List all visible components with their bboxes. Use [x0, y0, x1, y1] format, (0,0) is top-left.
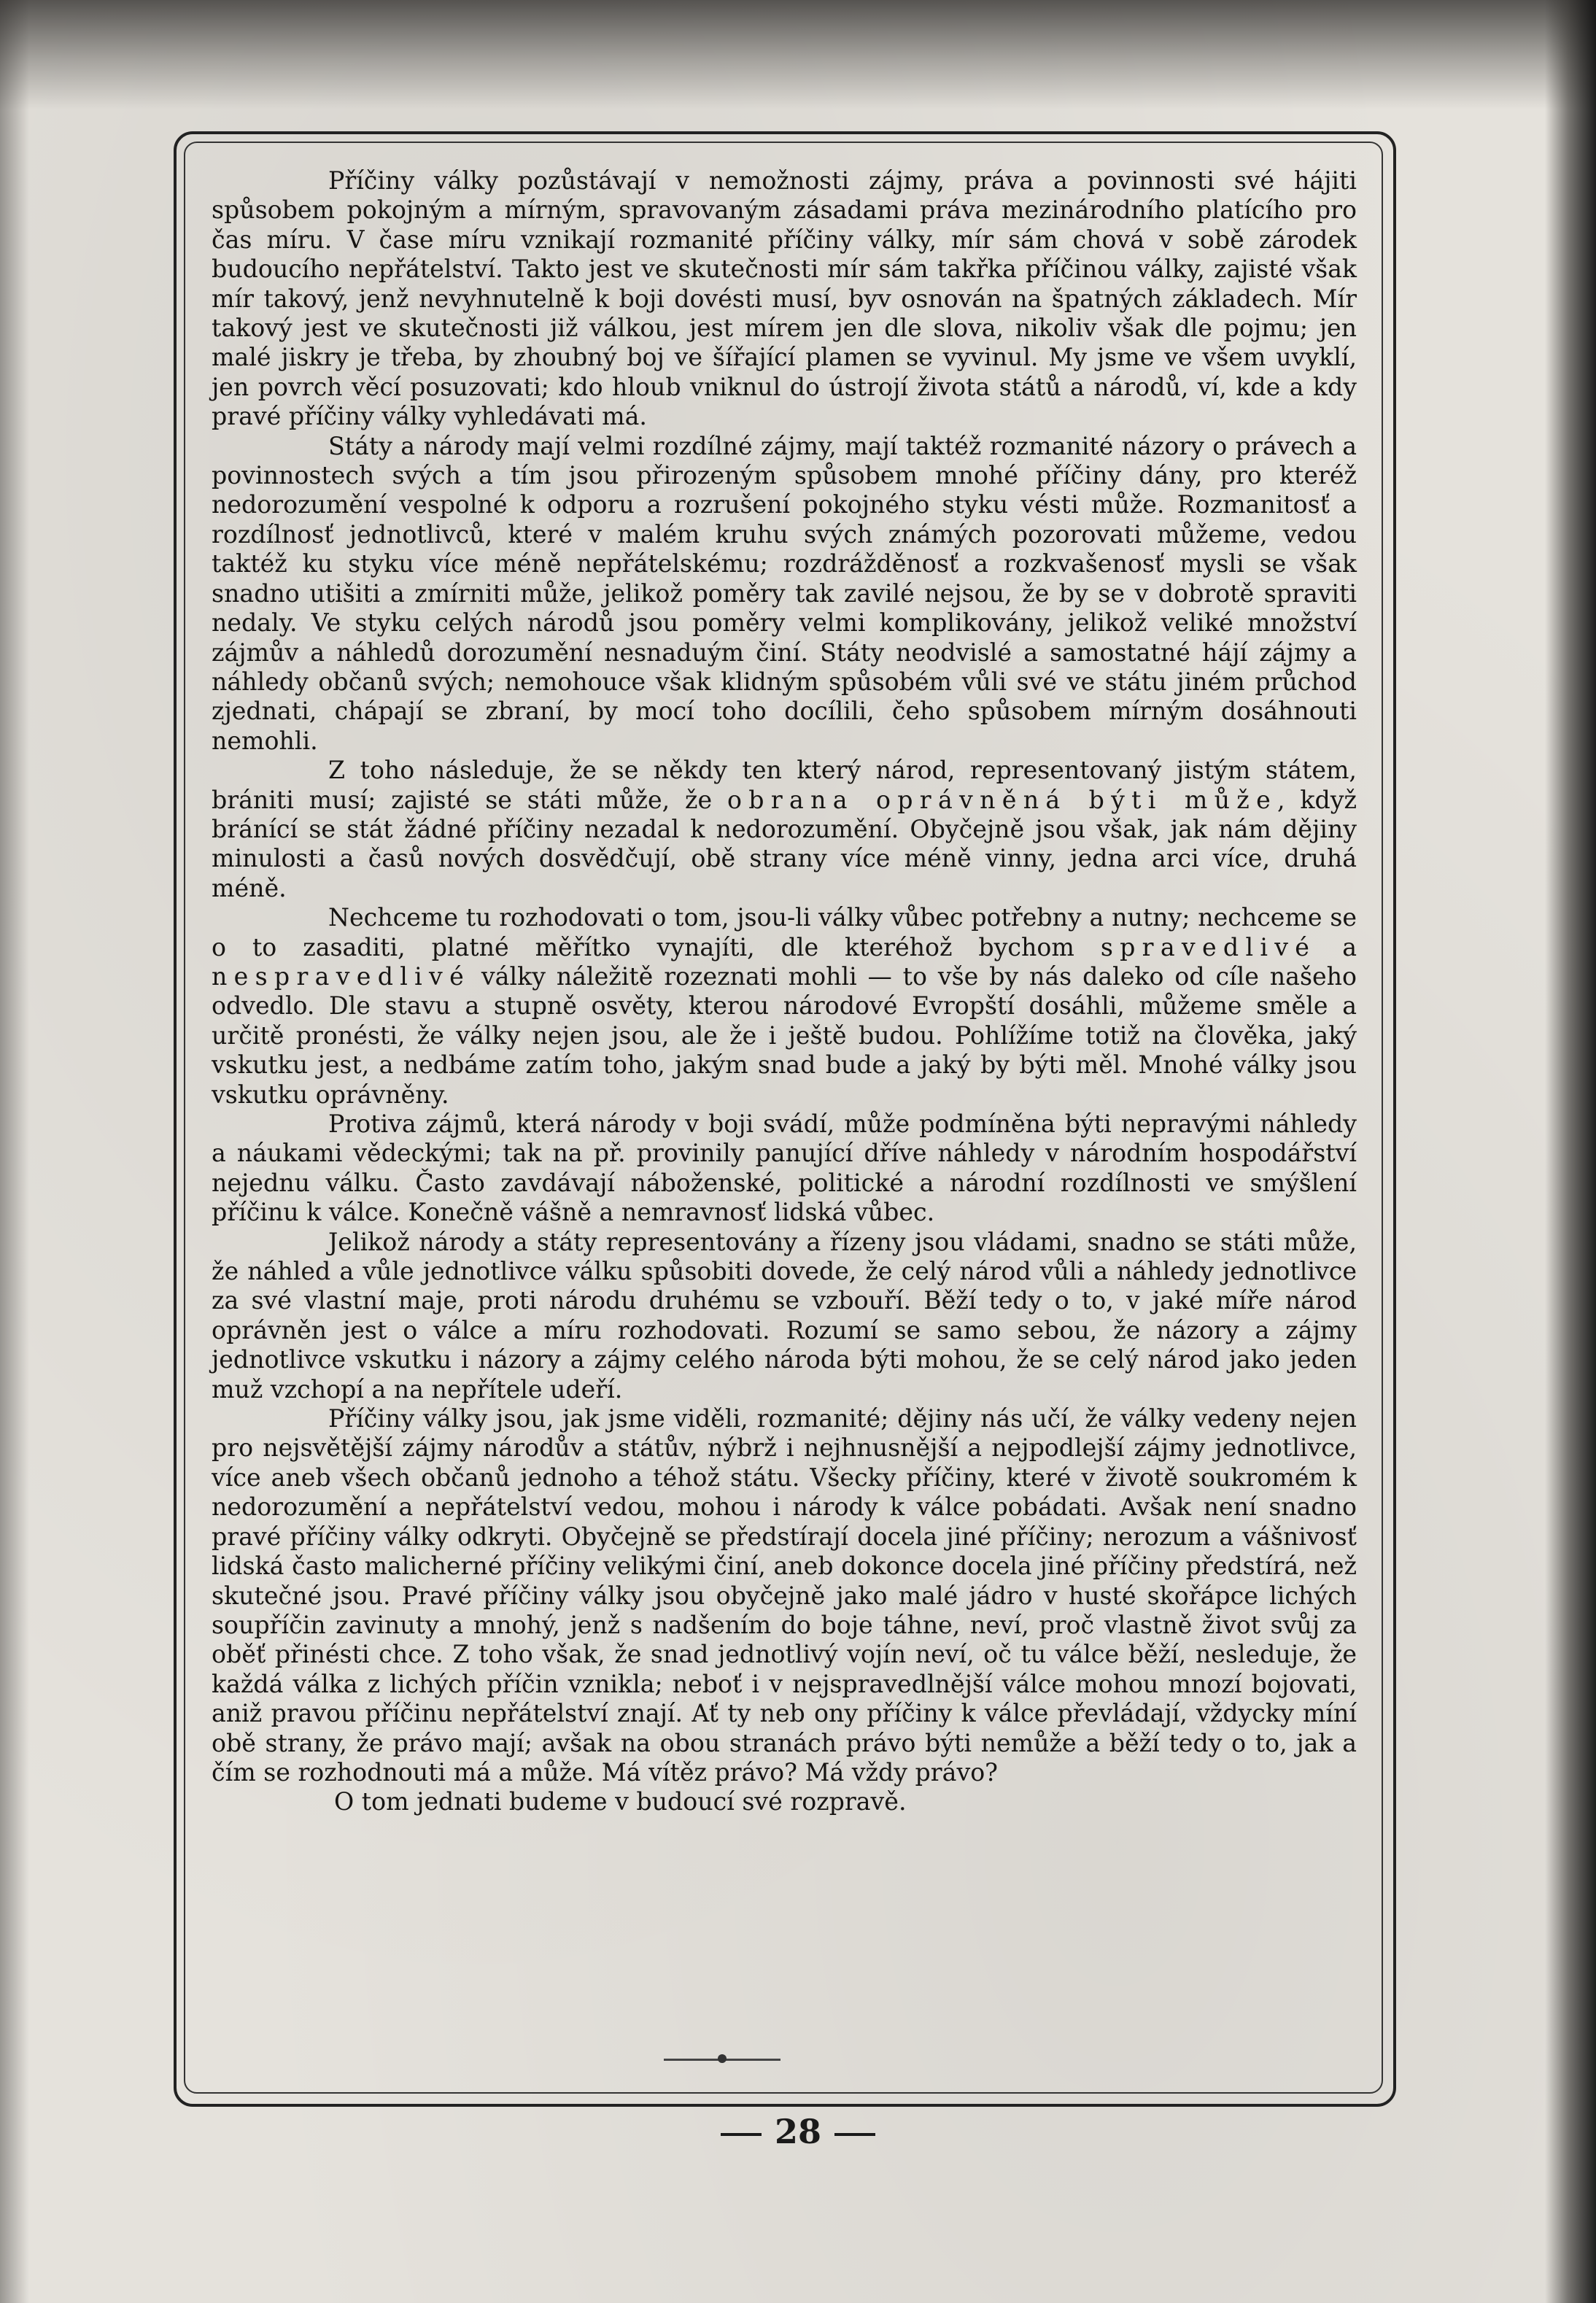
page-number [0, 2112, 1596, 2151]
paragraph-5: Protiva zájmů, která národy v boji svádí, může podmíněna býti nepravými náhledy a náukami vědeckými; tak na př. provinily panující dříve náhledy v národním hospodářství nejednu válku. Často zavdávají náboženské, politické a národní rozdílnosti ve smýšlení příčinu k válce. Konečně vášně a nemravnosť lidská vůbec. [212, 1110, 1357, 1227]
paragraph-4-emphasis-2: nespravedlivé [212, 961, 471, 991]
scan-shadow-top [0, 0, 1596, 109]
paragraph-4-text-after: války náležitě rozeznati mohli — to vše by nás daleko od cíle našeho odvedlo. Dle stavu a stupně osvěty, kterou národové Evropští dosáhli, můžeme směle a určitě pronésti, že války nejen jsou, ale že i ještě budou. Pohlížíme totiž na člověka, jaký vskutku jest, a nedbáme zatím toho, jakým snad bude a jaký by býti měl. Mnohé války jsou vskutku oprávněny. [212, 961, 1357, 1109]
paragraph-3-text-before: Z toho následuje, že se někdy ten který národ, representovaný jistým státem, brániti musí; zajisté se státi může, že [212, 756, 1357, 814]
paragraph-4 [212, 903, 1357, 1110]
paragraph-7: Příčiny války jsou, jak jsme viděli, rozmanité; dějiny nás učí, že války vedeny nejen pro nejsvětější zájmy národův a státův, nýbrž i nejhnusnější a nejpodlejší zájmy jednotlivce, více aneb všech občanů jednoho a téhož státu. Všecky příčiny, které v životě soukromém k nedorozumění a nepřátelství vedou, mohou i národy k válce pobádati. Avšak není snadno pravé příčiny války odkryti. Obyčejně se předstírají docela jiné příčiny; nerozum a vášnivosť lidská často malicherné příčiny velikými činí, aneb dokonce docela jiné příčiny předstírá, než skutečné jsou. Pravé příčiny války jsou obyčejně jako malé jádro v husté skořápce lichých soupříčin zavinuty a mnohý, jenž s nadšením do boje táhne, neví, proč vlastně život svůj za oběť přinésti chce. Z toho však, že snad jednotlivý vojín neví, oč tu válce běží, nesleduje, že každá válka z lichých příčin vznikla; neboť i v nejspravedlnější válce mohou mnozí bojovati, aniž pravou příčinu nepřátelství znají. Ať ty neb ony příčiny k válce převládají, vždycky míní obě strany, že právo mají; avšak na obou stranách právo býti nemůže a běží tedy o to, jak a čím se rozhodnouti má a může. Má vítěz právo? Má vždy právo? [212, 1404, 1357, 1787]
paragraph-4-text-before: Nechceme tu rozhodovati o tom, jsou-li války vůbec potřebny a nutny; nechceme se o to zasaditi, platné měřítko vynajíti, dle kteréhož bychom [212, 903, 1357, 961]
article-body [212, 166, 1357, 1817]
scan-shadow-right [1545, 0, 1596, 2303]
section-divider-ornament [718, 2054, 727, 2063]
paragraph-2: Státy a národy mají velmi rozdílné zájmy, mají taktéž rozmanité názory o právech a povinnostech svých a tím jsou přirozeným spůsobem mnohé příčiny dány, pro kteréž nedorozumění vespolné k odporu a rozrušení pokojného styku vésti může. Rozmanitosť a rozdílnosť jednotlivců, které v malém kruhu svých známých pozorovati můžeme, vedou taktéž ku styku více méně nepřátelskému; rozdrážděnosť a rozkvašenosť mysli se však snadno utišiti a zmírniti může, jelikož poměry tak zavilé nejsou, že by se v dobrotě spraviti nedaly. Ve styku celých národů jsou poměry velmi komplikovány, jelikož veliké množství zájmův a náhledů dorozumění nesnaduým činí. Státy neodvislé a samostatné hájí zájmy a náhledy občanů svých; nemohouce však klidným spůsobém vůli své ve státu jiném průchod zjednati, chápají se zbraní, by mocí toho docílili, čeho spůsobem mírným dosáhnouti nemohli. [212, 431, 1357, 755]
page-number-value: 28 [774, 2112, 821, 2151]
page-number-dash-left [721, 2133, 762, 2136]
paragraph-1: Příčiny války pozůstávají v nemožnosti zájmy, práva a povinnosti své hájiti spůsobem pokojným a mírným, spravovaným zásadami práva mezinárodního platícího pro čas míru. V čase míru vznikají rozmanité příčiny války, mír sám chová v sobě zárodek budoucího nepřátelství. Takto jest ve skutečnosti mír sám takřka příčinou války, zajisté však mír takový, jenž nevyhnutelně k boji dovésti musí, byv osnován na špatných základech. Mír takový jest ve skutečnosti již válkou, jest mírem jen dle slova, nikoliv však dle pojmu; jen malé jiskry je třeba, by zhoubný boj ve šířající plamen se vyvinul. My jsme ve všem uvyklí, jen povrch věcí posuzovati; kdo hloub vniknul do ústrojí života států a národů, ví, kde a kdy pravé příčiny války vyhledávati má. [212, 166, 1357, 431]
scan-shadow-left [0, 0, 29, 2303]
paragraph-4-emphasis-1: spravedlivé [1100, 932, 1317, 961]
paragraph-3-text-after: , když bránící se stát žádné příčiny nezadal k nedorozumění. Obyčejně jsou však, jak nám dějiny minulosti a časů nových dosvědčují, obě strany více méně vinny, jedna arci více, druhá méně. [212, 785, 1357, 902]
paragraph-8: O tom jednati budeme v budoucí své rozpravě. [334, 1787, 907, 1816]
paragraph-3 [212, 756, 1357, 903]
paragraph-6: Jelikož národy a státy representovány a řízeny jsou vládami, snadno se státi může, že náhled a vůle jednotlivce válku spůsobiti dovede, že celý národ vůli a náhledy jednotlivce za své vlastní maje, proti národu druhému se vzbouří. Běží tedy o to, v jaké míře národ oprávněn jest o válce a míru rozhodovati. Rozumí se samo sebou, že názory a zájmy jednotlivce vskutku i názory a zájmy celého národa býti mohou, že se celý národ jako jeden muž vzchopí a na nepřítele udeří. [212, 1227, 1357, 1404]
page-number-dash-right [834, 2133, 875, 2136]
paragraph-3-emphasis: obrana oprávněná býti může [727, 785, 1278, 814]
paragraph-4-text-middle: a [1316, 932, 1357, 961]
